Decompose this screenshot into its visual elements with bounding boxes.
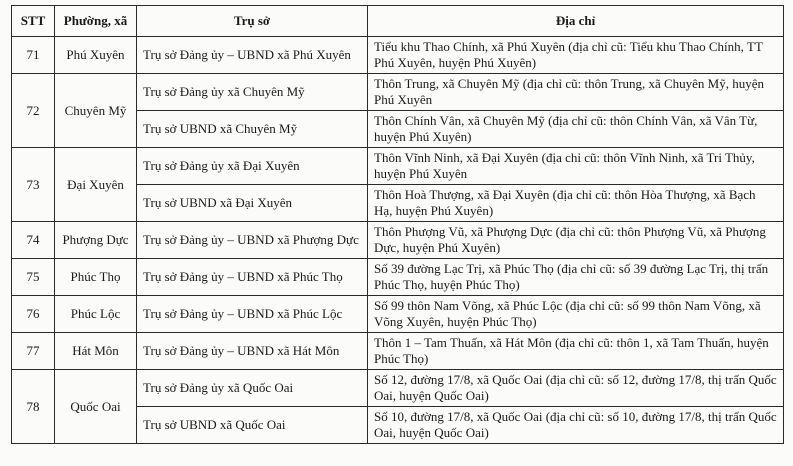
row-ward: Đại Xuyên bbox=[55, 148, 137, 222]
row-headquarters: Trụ sở UBND xã Chuyên Mỹ bbox=[137, 111, 368, 148]
table-row bbox=[12, 296, 784, 333]
row-stt: 73 bbox=[12, 148, 55, 222]
row-headquarters: Trụ sở Đảng ủy – UBND xã Phúc Lộc bbox=[137, 296, 368, 333]
row-headquarters: Trụ sở Đảng ủy xã Đại Xuyên bbox=[137, 148, 368, 185]
row-headquarters: Trụ sở Đảng ủy – UBND xã Phượng Dực bbox=[137, 222, 368, 259]
row-address: Số 99 thôn Nam Võng, xã Phúc Lộc (địa chỉ cũ: số 99 thôn Nam Võng, xã Võng Xuyên, huyện Phúc Thọ) bbox=[368, 296, 784, 333]
row-headquarters: Trụ sở Đảng ủy xã Chuyên Mỹ bbox=[137, 74, 368, 111]
row-ward: Phúc Thọ bbox=[55, 259, 137, 296]
row-ward: Quốc Oai bbox=[55, 370, 137, 444]
row-headquarters: Trụ sở Đảng ủy – UBND xã Phúc Thọ bbox=[137, 259, 368, 296]
row-headquarters: Trụ sở UBND xã Quốc Oai bbox=[137, 407, 368, 444]
row-address: Thôn Hoà Thượng, xã Đại Xuyên (địa chỉ cũ: thôn Hòa Thượng, xã Bạch Hạ, huyện Phú Xuyên) bbox=[368, 185, 784, 222]
row-stt: 71 bbox=[12, 37, 55, 74]
header-address: Địa chỉ bbox=[368, 6, 784, 37]
row-stt: 74 bbox=[12, 222, 55, 259]
row-ward: Hát Môn bbox=[55, 333, 137, 370]
row-address: Thôn 1 – Tam Thuấn, xã Hát Môn (địa chỉ cũ: thôn 1, xã Tam Thuấn, huyện Phúc Thọ) bbox=[368, 333, 784, 370]
table-row bbox=[12, 259, 784, 296]
header-stt: STT bbox=[12, 6, 55, 37]
row-address: Thôn Chính Vân, xã Chuyên Mỹ (địa chỉ cũ: thôn Chính Vân, xã Vân Từ, huyện Phú Xuyên) bbox=[368, 111, 784, 148]
header-headquarters: Trụ sở bbox=[137, 6, 368, 37]
table-row bbox=[12, 370, 784, 407]
table-row bbox=[12, 37, 784, 74]
row-stt: 78 bbox=[12, 370, 55, 444]
header-ward: Phường, xã bbox=[55, 6, 137, 37]
row-headquarters: Trụ sở Đảng ủy – UBND xã Phú Xuyên bbox=[137, 37, 368, 74]
row-address: Thôn Vĩnh Ninh, xã Đại Xuyên (địa chỉ cũ: thôn Vĩnh Ninh, xã Tri Thủy, huyện Phú Xuyên bbox=[368, 148, 784, 185]
row-address: Tiểu khu Thao Chính, xã Phú Xuyên (địa chỉ cũ: Tiểu khu Thao Chính, TT Phú Xuyên, huyện Phú Xuyên) bbox=[368, 37, 784, 74]
headquarters-address-table bbox=[11, 5, 784, 444]
table-row bbox=[12, 222, 784, 259]
row-headquarters: Trụ sở Đảng ủy – UBND xã Hát Môn bbox=[137, 333, 368, 370]
row-headquarters: Trụ sở UBND xã Đại Xuyên bbox=[137, 185, 368, 222]
row-address: Thôn Trung, xã Chuyên Mỹ (địa chỉ cũ: thôn Trung, xã Chuyên Mỹ, huyện Phú Xuyên bbox=[368, 74, 784, 111]
header-row bbox=[12, 6, 784, 37]
table-row bbox=[12, 148, 784, 185]
row-stt: 76 bbox=[12, 296, 55, 333]
row-stt: 77 bbox=[12, 333, 55, 370]
table-row bbox=[12, 74, 784, 111]
row-ward: Phượng Dực bbox=[55, 222, 137, 259]
row-stt: 75 bbox=[12, 259, 55, 296]
row-address: Số 39 đường Lạc Trị, xã Phúc Thọ (địa chỉ cũ: số 39 đường Lạc Trị, thị trấn Phúc Thọ, huyện Phúc Thọ) bbox=[368, 259, 784, 296]
table-row bbox=[12, 333, 784, 370]
row-address: Số 12, đường 17/8, xã Quốc Oai (địa chỉ cũ: số 12, đường 17/8, thị trấn Quốc Oai, huyện Quốc Oai) bbox=[368, 370, 784, 407]
row-ward: Phúc Lộc bbox=[55, 296, 137, 333]
row-address: Thôn Phượng Vũ, xã Phượng Dực (địa chỉ cũ: thôn Phượng Vũ, xã Phượng Dực, huyện Phú Xuyên) bbox=[368, 222, 784, 259]
row-ward: Phú Xuyên bbox=[55, 37, 137, 74]
row-headquarters: Trụ sở Đảng ủy xã Quốc Oai bbox=[137, 370, 368, 407]
row-stt: 72 bbox=[12, 74, 55, 148]
row-ward: Chuyên Mỹ bbox=[55, 74, 137, 148]
row-address: Số 10, đường 17/8, xã Quốc Oai (địa chỉ cũ: số 10, đường 17/8, thị trấn Quốc Oai, huyện Quốc Oai) bbox=[368, 407, 784, 444]
